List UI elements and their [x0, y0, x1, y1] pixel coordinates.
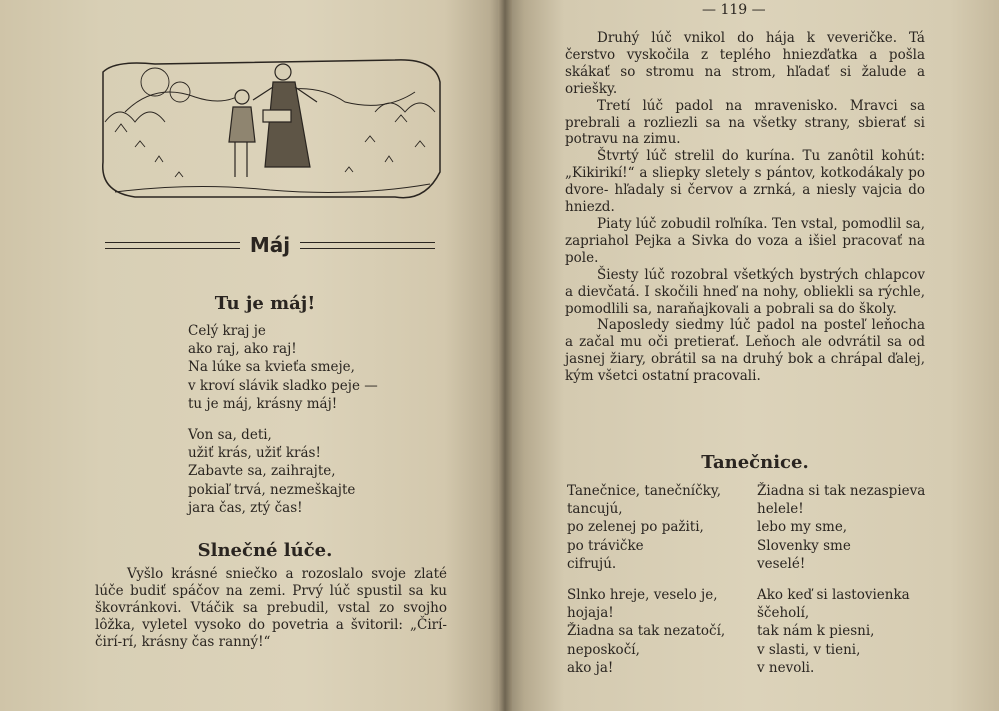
- page-number: — 119 —: [702, 2, 766, 18]
- poem-line: Slovenky sme: [757, 537, 851, 554]
- story-title: Slnečné lúče.: [197, 540, 333, 561]
- poem-title: Tanečnice.: [701, 452, 809, 473]
- poem-line: v kroví slávik sladko peje —: [188, 377, 378, 394]
- story-paragraph: Piaty lúč zobudil roľníka. Ten vstal, pomodlil sa, zapriahol Pejka a Sivka do voza a išiel pracovať na pole.: [565, 215, 925, 266]
- story-continuation: [565, 30, 925, 385]
- story-paragraph: Druhý lúč vnikol do hája k veveričke. Tá čerstvo vyskočila z teplého hniezďatka a pošla skákať so stromu na strom, hľadať si žalude a oriešky.: [565, 30, 925, 97]
- poem-line: Ako keď si lastovienka: [757, 587, 910, 604]
- poem-line: helele!: [757, 501, 804, 518]
- poem-line: v nevoli.: [757, 659, 815, 676]
- poem-line: ako raj, ako raj!: [188, 341, 297, 358]
- right-page: [505, 0, 999, 711]
- heading-rule-right: [300, 242, 435, 249]
- poem-line: po trávičke: [567, 537, 644, 554]
- poem-line: veselé!: [757, 555, 806, 572]
- story-paragraph: Tretí lúč padol na mravenisko. Mravci sa prebrali a rozliezli sa na všetky strany, sbierať si potravu na zimu.: [565, 97, 925, 148]
- poem-line: lebo my sme,: [757, 519, 848, 536]
- book-spine: [498, 0, 512, 711]
- poem-line: Zabavte sa, zaihrajte,: [188, 463, 336, 480]
- poem-line: po zelenej po pažiti,: [567, 519, 704, 536]
- poem-line: Žiadna sa tak nezatočí,: [567, 623, 726, 640]
- poem-line: ako ja!: [567, 659, 614, 676]
- poem-line: Celý kraj je: [188, 323, 266, 339]
- story-text: [95, 566, 447, 651]
- poem-line: užiť krás, užiť krás!: [188, 445, 321, 462]
- poem-line: tancujú,: [567, 501, 623, 518]
- poem-line: Von sa, deti,: [188, 427, 272, 444]
- section-heading-maj: [105, 233, 435, 257]
- poem-line: hojaja!: [567, 605, 614, 622]
- poem-line: v slasti, v tieni,: [757, 641, 861, 658]
- poem-line: pokiaľ trvá, nezmeškajte: [188, 481, 356, 498]
- poem-line: ščeholí,: [757, 605, 810, 622]
- section-heading-label: Máj: [249, 233, 291, 257]
- poem-line: Na lúke sa kvieťa smeje,: [188, 359, 355, 376]
- poem-line: tak nám k piesni,: [757, 623, 875, 640]
- poem-line: Žiadna si tak nezaspieva: [757, 483, 926, 499]
- story-paragraph: Naposledy siedmy lúč padol na posteľ leňocha a začal mu oči pretierať. Leňoch ale odvrátil sa od jasnej žiary, obrátil sa na druhý bok a chrápal ďalej, kým všetci ostatní pracovali.: [565, 317, 925, 385]
- poem-line: Slnko hreje, veselo je,: [567, 587, 718, 604]
- heading-rule-left: [105, 242, 240, 249]
- poem-tanecnice-right-column: [757, 482, 925, 677]
- poem-line: tu je máj, krásny máj!: [188, 395, 338, 412]
- story-paragraph: Vyšlo krásné sniečko a rozoslalo svoje zlaté lúče budiť spáčov na zemi. Prvý lúč spustil sa ku škovránkovi. Vtáčik sa prebudil, vstal zo svojho lôžka, vyletel vysoko do povetria a švitoril: „Čirí-čirí-rí, krásny čas ranný!“: [95, 566, 447, 650]
- poem-line: cifrujú.: [567, 555, 617, 572]
- illustration-mother-and-child: [95, 52, 445, 222]
- story-paragraph: Štvrtý lúč strelil do kurína. Tu zanôtil kohút: „Kikirikí!“ a sliepky sletely s pántov, kotkodákaly po dvore- hľadaly si červov a zrnká, a niesly vajcia do hniezd.: [565, 148, 925, 216]
- poem-tanecnice-left-column: [567, 482, 725, 677]
- poem-line: Tanečnice, tanečníčky,: [567, 483, 721, 499]
- poem-line: jara čas, ztý čas!: [188, 499, 303, 516]
- poem-title: Tu je máj!: [214, 293, 316, 314]
- poem-tu-je-maj: [188, 322, 378, 517]
- poem-line: neposkočí,: [567, 641, 640, 658]
- story-paragraph: Šiesty lúč rozobral všetkých bystrých chlapcov a dievčatá. I skočili hneď na nohy, obliekli sa rýchle, pomodlili sa, naraňajkovali a pobrali sa do školy.: [565, 266, 925, 317]
